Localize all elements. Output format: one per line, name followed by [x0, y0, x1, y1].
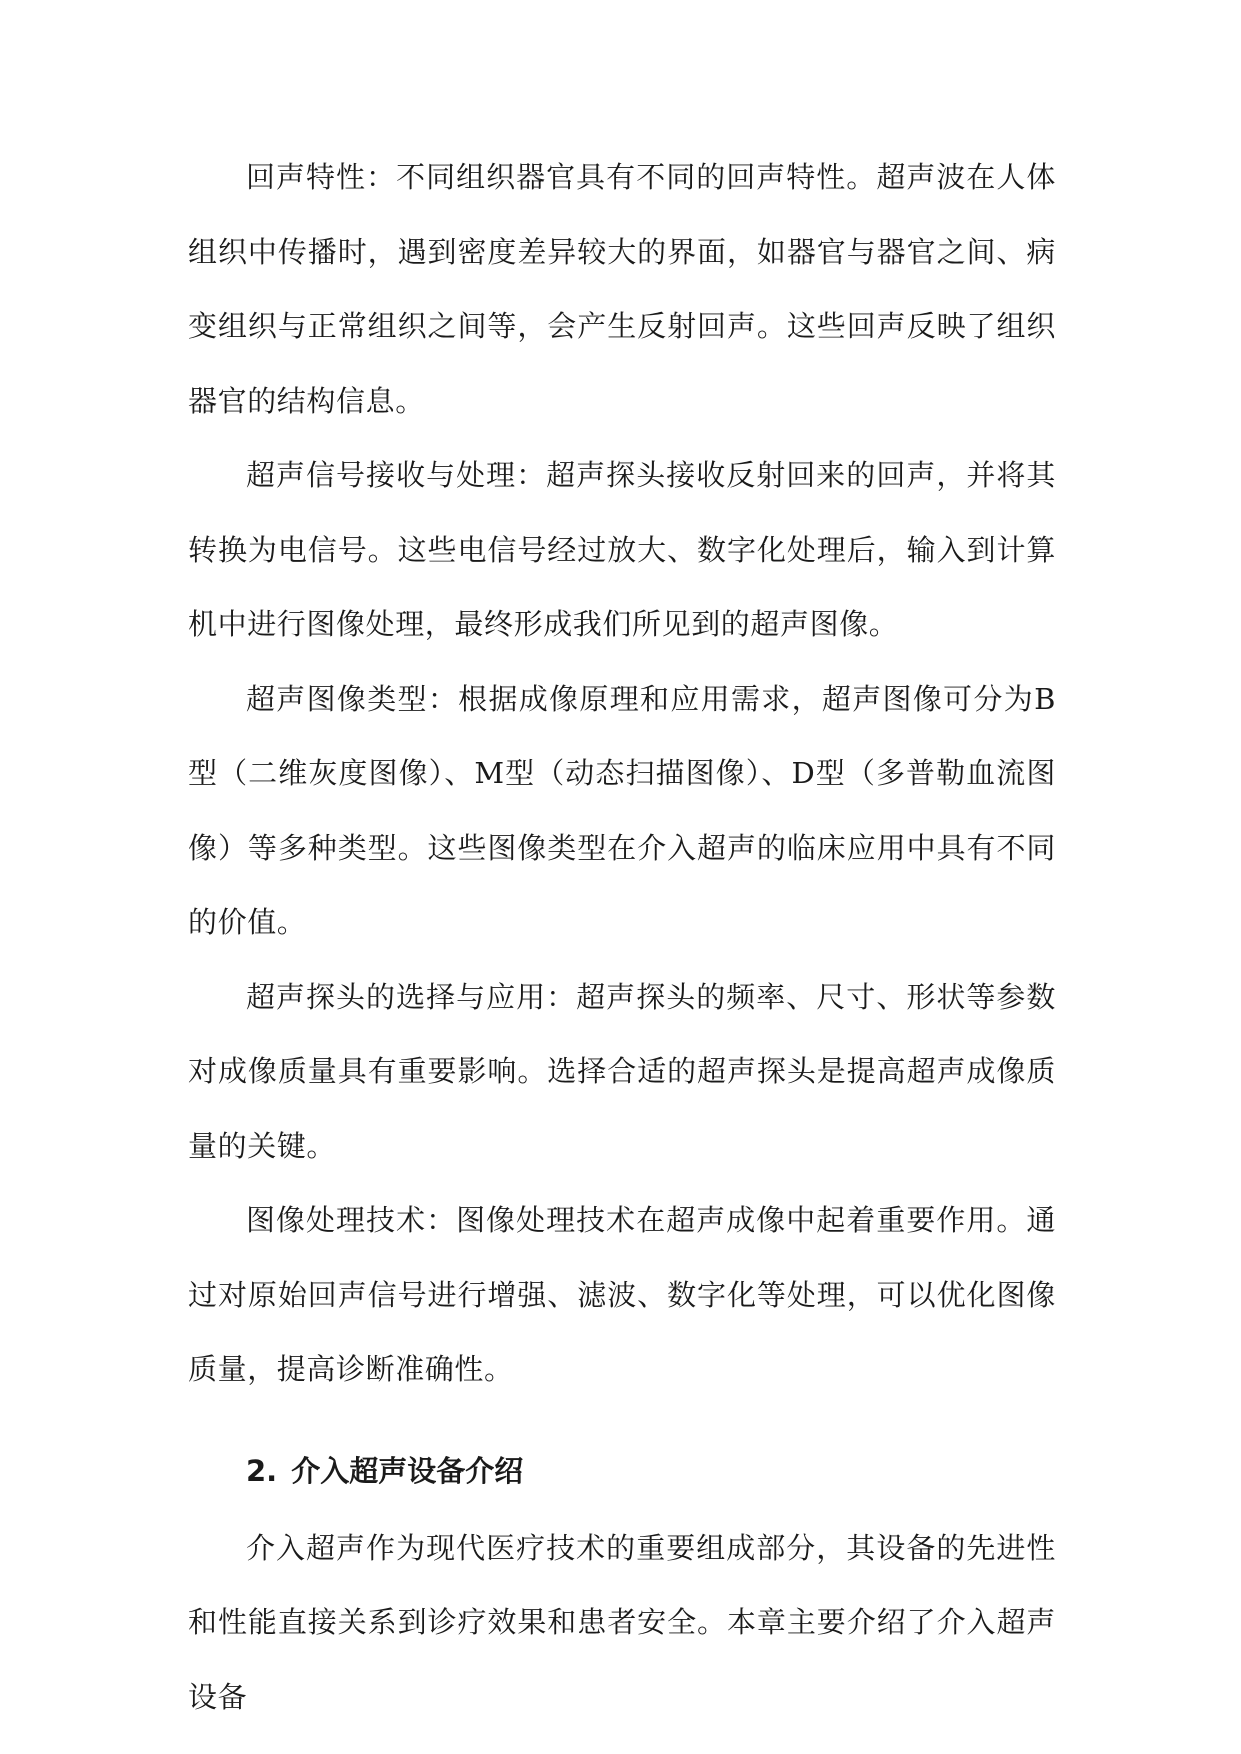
section-heading: [188, 1431, 1056, 1511]
section-title: 介入超声设备介绍: [291, 1453, 524, 1488]
paragraph-signal-processing: 超声信号接收与处理：超声探头接收反射回来的回声，并将其转换为电信号。这些电信号经过放大、数字化处理后，输入到计算机中进行图像处理，最终形成我们所见到的超声图像。: [188, 458, 1056, 641]
paragraph-device-intro: 介入超声作为现代医疗技术的重要组成部分，其设备的先进性和性能直接关系到诊疗效果和患者安全。本章主要介绍了介入超声设备: [188, 1530, 1056, 1714]
paragraph-echo-characteristics: 回声特性：不同组织器官具有不同的回声特性。超声波在人体组织中传播时，遇到密度差异较大的界面，如器官与器官之间、病变组织与正常组织之间等，会产生反射回声。这些回声反映了组织器官的结构信息。: [188, 160, 1056, 418]
paragraph-image-types: 超声图像类型：根据成像原理和应用需求，超声图像可分为B型（二维灰度图像）、M型（动态扫描图像）、D型（多普勒血流图像）等多种类型。这些图像类型在介入超声的临床应用中具有不同的价值。: [188, 681, 1056, 939]
section-number: 2.: [246, 1453, 278, 1488]
document-body: [188, 140, 1056, 1734]
paragraph-image-processing: 图像处理技术：图像处理技术在超声成像中起着重要作用。通过对原始回声信号进行增强、滤波、数字化等处理，可以优化图像质量，提高诊断准确性。: [188, 1203, 1056, 1386]
paragraph-probe-selection: 超声探头的选择与应用：超声探头的频率、尺寸、形状等参数对成像质量具有重要影响。选择合适的超声探头是提高超声成像质量的关键。: [188, 979, 1056, 1163]
